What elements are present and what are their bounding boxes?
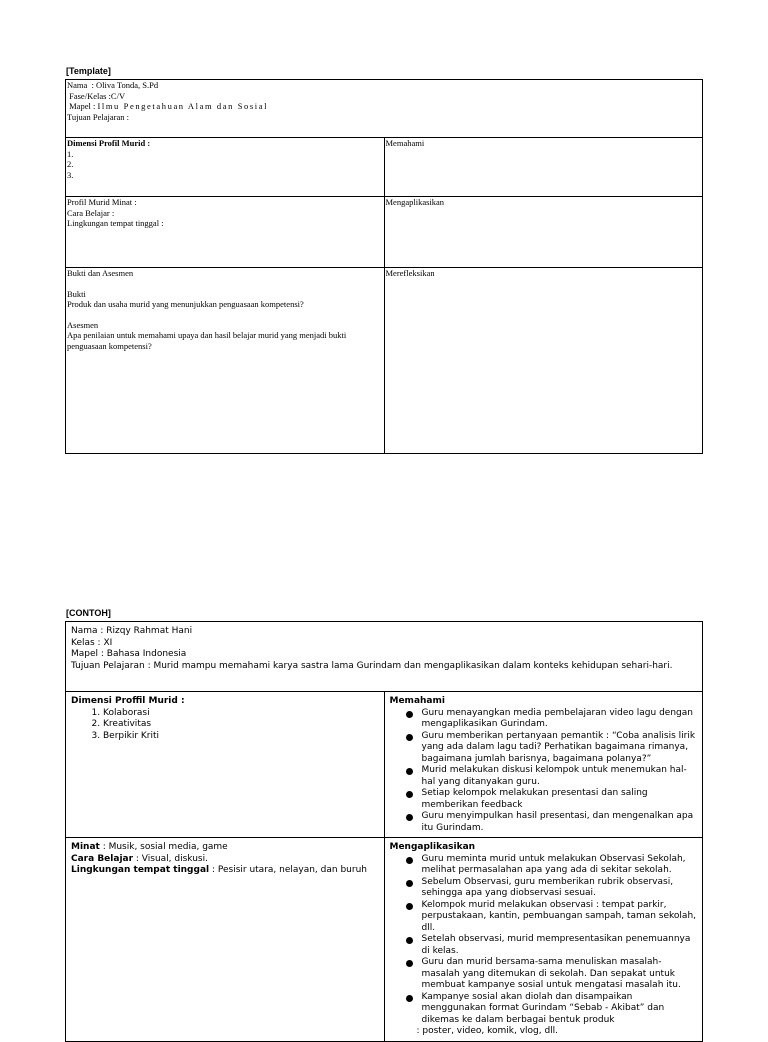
bullet-icon (406, 791, 413, 798)
contoh-minat-value: : Musik, sosial media, game (99, 842, 228, 852)
bullet-icon (406, 711, 413, 718)
template-mapel-prefix: Mapel : (67, 101, 98, 111)
bullet-icon (406, 880, 413, 887)
contoh-cara-value: : Visual, diskusi. (133, 853, 208, 864)
list-item (422, 811, 698, 834)
template-dimensi-cell (66, 138, 385, 197)
contoh-memahami-title: Memahami (389, 696, 445, 706)
contoh-lingkungan (71, 865, 379, 877)
list-item-text: Guru meminta murid untuk melakukan Observasi Sekolah, melihat permasalahan apa yang ada di sekitar sekolah. (421, 853, 686, 875)
contoh-info-cell (66, 622, 703, 692)
template-memahami-title: Memahami (385, 138, 425, 148)
template-asesmen-question: Apa penilaian untuk memahami upaya dan hasil belajar murid yang menjadi bukti penguasaan kompetensi? (67, 330, 347, 351)
template-profil-cell (66, 197, 385, 268)
template-memahami-cell (384, 138, 703, 197)
list-item-text: Murid melakukan diskusi kelompok untuk menemukan hal-hal yang ditanyakan guru. (421, 765, 687, 787)
template-bukti-question: Produk dan usaha murid yang menunjukkan penguasaan kompetensi? (67, 299, 304, 309)
template-tujuan: Tujuan Pelajaran : (67, 111, 130, 122)
list-item (422, 765, 698, 788)
list-item (422, 992, 698, 1027)
contoh-profil-cell (66, 838, 385, 1042)
template-merefleksikan-title: Merefleksikan (385, 268, 435, 278)
contoh-lingkungan-value: : Pesisir utara, nelayan, dan buruh (209, 865, 367, 875)
contoh-mengaplikasikan-trailing: : poster, video, komik, vlog, dll. (416, 1026, 559, 1036)
template-section-label: [Template] (66, 66, 111, 76)
contoh-mengaplikasikan-list (390, 854, 698, 1027)
list-item (422, 731, 698, 766)
list-item-text: Sebelum Observasi, guru memberikan rubrik observasi, sehingga apa yang diobservasi sesuai. (421, 876, 674, 898)
bullet-icon (406, 903, 413, 910)
template-fase: Fase/Kelas :C/V (67, 90, 126, 101)
bullet-icon (406, 768, 413, 775)
list-item (422, 934, 698, 957)
bullet-icon (406, 960, 413, 967)
template-asesmen-label: Asesmen (67, 319, 99, 330)
template-mengaplikasikan-cell (384, 197, 703, 268)
bullet-icon (406, 857, 413, 864)
list-item-text: Guru dan murid bersama-sama menuliskan masalah-masalah yang ditemukan di sekolah. Dan sepakat untuk membuat kampanye sosial untuk mengatasi masalah itu. (421, 957, 681, 990)
list-item (422, 854, 698, 877)
contoh-cara-label: Cara Belajar (71, 853, 134, 864)
template-dimensi-item: 1. (67, 148, 74, 159)
contoh-section-label: [CONTOH] (66, 608, 111, 618)
contoh-lingkungan-label: Lingkungan tempat tinggal (71, 865, 210, 875)
bullet-icon (406, 734, 413, 741)
list-item-text: Kampanye sosial akan diolah dan disampaikan menggunakan format Gurindam “Sebab - Akibat” dan dikemas ke dalam berbagai bentuk produk (421, 991, 665, 1025)
bullet-icon (406, 937, 413, 944)
template-mengaplikasikan-title: Mengaplikasikan (385, 197, 445, 207)
list-item-text: Kelompok murid melakukan observasi : tempat parkir, perpustakaan, kantin, pembuangan sampah, taman sekolah, dll. (421, 899, 697, 933)
list-item (422, 708, 698, 731)
contoh-memahami-cell (384, 692, 703, 838)
list-item (422, 957, 698, 992)
template-bukti-cell (66, 268, 385, 454)
template-table (65, 79, 703, 454)
template-info-cell (66, 80, 703, 138)
bullet-icon (406, 814, 413, 821)
contoh-tujuan: Tujuan Pelajaran : Murid mampu memahami karya sastra lama Gurindam dan mengaplikasikan dalam konteks kehidupan sehari-hari. (71, 660, 673, 671)
contoh-minat-label: Minat (71, 842, 100, 852)
list-item: 3. Berpikir Kriti (103, 731, 379, 743)
template-profil-minat: Profil Murid Minat : (67, 197, 137, 207)
contoh-mengaplikasikan-title: Mengaplikasikan (389, 842, 476, 852)
list-item-text: Guru menyimpulkan hasil presentasi, dan mengenalkan apa itu Gurindam. (421, 811, 694, 833)
template-mapel-value: Ilmu Pengetahuan Alam dan Sosial (97, 101, 269, 111)
contoh-dimensi-cell (66, 692, 385, 838)
list-item: 2. Kreativitas (103, 719, 379, 731)
template-merefleksikan-cell (384, 268, 703, 454)
template-dimensi-title: Dimensi Profil Murid : (67, 138, 151, 148)
contoh-dimensi-title: Dimensi Proffil Murid : (71, 696, 185, 706)
list-item (422, 900, 698, 935)
template-bukti-label: Bukti (67, 288, 86, 299)
list-item (422, 788, 698, 811)
template-dimensi-item: 2. (67, 159, 74, 169)
list-item-text: Setelah observasi, murid mempresentasikan penemuannya di kelas. (421, 934, 691, 956)
contoh-memahami-list (390, 708, 698, 835)
contoh-minat (71, 842, 379, 854)
contoh-mengaplikasikan-cell (384, 838, 703, 1042)
template-mapel (67, 101, 701, 112)
contoh-cara-belajar (71, 854, 379, 866)
list-item-text: Guru menayangkan media pembelajaran video lagu dengan mengaplikasikan Gurindam. (421, 707, 693, 729)
list-item (422, 877, 698, 900)
contoh-table (65, 621, 703, 1042)
template-profil-lingkungan: Lingkungan tempat tinggal : (67, 218, 164, 228)
bullet-icon (406, 995, 413, 1002)
list-item-text: Guru memberikan pertanyaan pemantik : “Coba analisis lirik yang ada dalam lagu tadi? Perhatikan bagaimana rimanya, bagaimana jumlah barisnya, bagaimana polanya?” (421, 730, 696, 764)
template-nama: Nama : Oliva Tonda, S.Pd (67, 80, 159, 90)
list-item: 1. Kolaborasi (103, 708, 379, 720)
contoh-nama: Nama : Rizqy Rahmat Hani (71, 626, 193, 636)
contoh-dimensi-list (71, 708, 379, 743)
template-bukti-title: Bukti dan Asesmen (67, 268, 134, 278)
template-dimensi-item: 3. (67, 169, 74, 180)
template-profil-cara: Cara Belajar : (67, 207, 115, 218)
contoh-mapel: Mapel : Bahasa Indonesia (71, 649, 187, 659)
contoh-kelas: Kelas : XI (71, 637, 113, 648)
list-item-text: Setiap kelompok melakukan presentasi dan saling memberikan feedback (421, 788, 648, 810)
